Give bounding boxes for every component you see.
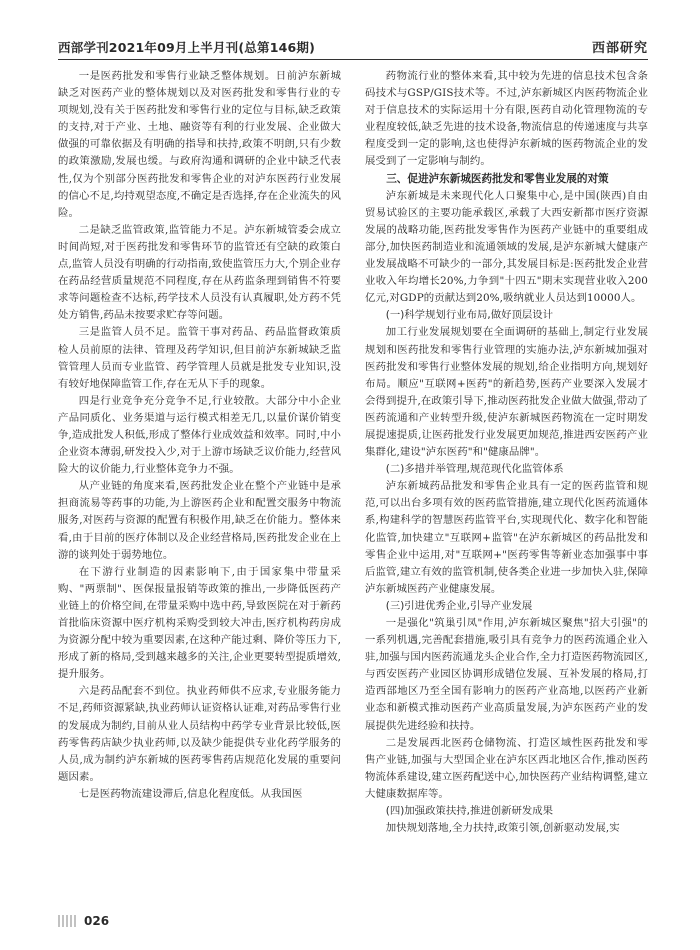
subsection-heading: (二)多措并举管理,规范现代化监管体系 xyxy=(385,463,564,476)
subsection-heading: (一)科学规划行业布局,做好顶层设计 xyxy=(385,309,554,322)
paragraph: 在下游行业制造的因素影响下,由于国家集中带量采购、"两票制"、医保报量报销等政策的推出,一步降低医药产业链上的价格空间,在带量采购中选中药,导致医院在对于新药首批临床资源中医疗机构采购受到较大冲击,医疗机构药房成为资源分配中较为重要因素,在这种产能过剩、降价等压力下,形成了新的格局,受到越来越多的关注,企业更要转型提质增效,提升服务。 xyxy=(58,565,341,681)
paragraph: 三是监管人员不足。监管干事对药品、药品监督政策质检人员前原的法律、管理及药学知识,但目前泸东新城缺乏监管管理人员而专业监管、药学管理人员就是批发专业知识,没有较好地保障监管工作,存在无从下手的现象。 xyxy=(58,326,341,390)
section-name: 西部研究 xyxy=(591,41,648,56)
paragraph: 泸东新城药品批发和零售企业具有一定的医药监管和规范,可以出台多项有效的医药监管措施,建立现代化医药流通体系,构建科学的智慧医药监管平台,实现现代化、数字化和智能化监管,加快建立"互联网+监管"在泸东新城区的药品批发和零售企业中运用,对"互联网+"医药零售等新业态加强事中事后监管,建立有效的监管机制,使各类企业进一步加快入驻,保障泸东新城医药产业健康发展。 xyxy=(365,480,648,595)
paragraph: 二是缺乏监管政策,监管能力不足。泸东新城管委会成立时间尚短,对于医药批发和零售环节的监管还有空缺的政策白点,监管人员没有明确的行动指南,致使监管压力大,个别企业存在药品经营质量规范不同程度,存在从药监条理到销售不符要求等问题检查不达标,药学技术人员没有认真履职,处方药不凭处方销售,药品未按要求贮存等问题。 xyxy=(58,223,341,322)
page-number: 026 xyxy=(84,914,110,928)
subsection-heading: (四)加强政策扶持,推进创新研发成果 xyxy=(385,805,554,818)
paragraph: 四是行业竞争充分竞争不足,行业较散。大部分中小企业产品同质化、业务渠道与运行模式相差无几,以量价谋价销变争,造成批发人积低,形成了整体行业成效益和效率。同时,中小企业资本薄弱,研发投入少,对于上游市场缺乏议价能力,经营风险大的议价能力,行业整体竞争力不强。 xyxy=(58,394,341,476)
paragraph: 从产业链的角度来看,医药批发企业在整个产业链中是承担商流易等药事的功能,为上游医药企业和配置交服务中物流服务,对医药与资源的配置有积极作用,缺乏在价能力。整体来看,由于目前的医疗体制以及企业经营格局,医药批发企业在上游的谈判处于弱势地位。 xyxy=(58,480,341,561)
paragraph: 七是医药物流建设滞后,信息化程度低。从我国医 xyxy=(78,787,303,800)
right-column xyxy=(365,68,648,892)
section-heading: 三、促进泸东新城医药批发和零售业发展的对策 xyxy=(386,172,609,185)
paragraph: 药物流行业的整体来看,其中较为先进的信息技术包含条码技术与GSP/GIS技术等。不过,泸东新城区内医药物流企业对于信息技术的实际运用十分有限,医药自动化管理物流的专业程度较低,缺乏先进的技术设备,物流信息的传递速度与共享程度受到一定的影响,这也使得泸东新城的医药物流企业的发展受到了一定影响与制约。 xyxy=(365,70,648,168)
footer-ornament xyxy=(58,915,78,927)
paragraph: 加工行业发展规划要在全面调研的基础上,制定行业发展规划和医药批发和零售行业管理的实施办法,泸东新城加强对医药批发和零售行业整体发展的规划,给企业指明方向,规划好布局。顺应"互联网+医药"的新趋势,医药产业要深入发展才会得到提升,在政策引导下,推动医药批发企业做大做强,带动了医药流通和产业转型升级,使泸东新城医药物流在一定时期发展提速提质,让医药批发行业发展更加规范,推进西安医药产业集群化,建设"泸东医药"和"健康品牌"。 xyxy=(365,326,648,459)
page-footer xyxy=(58,914,109,928)
subsection-heading: (三)引进优秀企业,引导产业发展 xyxy=(385,599,533,612)
paragraph: 六是药品配套不到位。执业药师供不应求,专业服务能力不足,药师资源紧缺,执业药师认证资格认证难,对药品零售行业的发展成为制约,目前从业人员结构中药学专业背景比较低,医药零售药店缺少执业药师,以及缺少能提供专业化药学服务的人员,成为制约泸东新城的医药零售药店规范化发展的重要问题因素。 xyxy=(58,685,341,783)
paragraph: 一是医药批发和零售行业缺乏整体规划。日前泸东新城缺乏对医药产业的整体规划以及对医药批发和零售行业的专项规划,没有关于医药批发和零售行业的定位与目标,缺乏政策的支持,对于产业、土地、融资等有利的行业发展、企业做大做强的可靠依据及有明确的指导和扶持,政策不明朗,只有少数的政策激励,发展也缓。与政府沟通和调研的企业中缺乏代表性,仅为个别部分医药批发和零售企业的对泸东医药行业发展的信心不足,均持观望态度,不确定是否选择,存在企业流失的风险。 xyxy=(58,70,341,219)
paragraph: 泸东新城是未来现代化人口聚集中心,是中国(陕西)自由贸易试验区的主要功能承载区,承载了大西安新都市医疗资源发展的战略功能,医药批发零售作为医药产业链中的重要组成部分,加快医药制造业和流通领域的发展,是泸东新城大健康产业发展战略不可缺少的一部分,其发展目标是:医药批发企业营业收入年均增长20%,力争到"十四五"期末实现营业收入200亿元,对GDP的贡献达到20%,吸纳就业人员达到10000人。 xyxy=(365,189,648,305)
paragraph: 二是发展西北医药仓储物流、打造区域性医药批发和零售产业链,加强与大型国企业在泸东区西北地区合作,推动医药物流体系建设,建立医药配送中心,加快医药产业结构调整,建立大健康数据库等。 xyxy=(365,736,648,800)
page-header xyxy=(58,34,648,60)
left-column xyxy=(58,68,341,892)
article-body xyxy=(58,68,648,892)
paragraph: 加快规划落地,全力扶持,政策引领,创新驱动发展,实 xyxy=(385,822,620,835)
paragraph: 一是强化"筑巢引凤"作用,泸东新城区聚焦"招大引强"的一系列机遇,完善配套措施,吸引具有竞争力的医药流通企业入驻,加强与国内医药流通龙头企业合作,全力打造医药物流园区,与西安医药产业园区协调形成错位发展、互补发展的格局,打造西部地区乃至全国有影响力的医药产业高地,以医药产业新业态和新模式推动医药产业高质量发展,为泸东医药产业的发展提供先进经验和扶持。 xyxy=(365,617,648,732)
journal-masthead: 西部学刊2021年09月上半月刊(总第146期) xyxy=(58,40,316,55)
